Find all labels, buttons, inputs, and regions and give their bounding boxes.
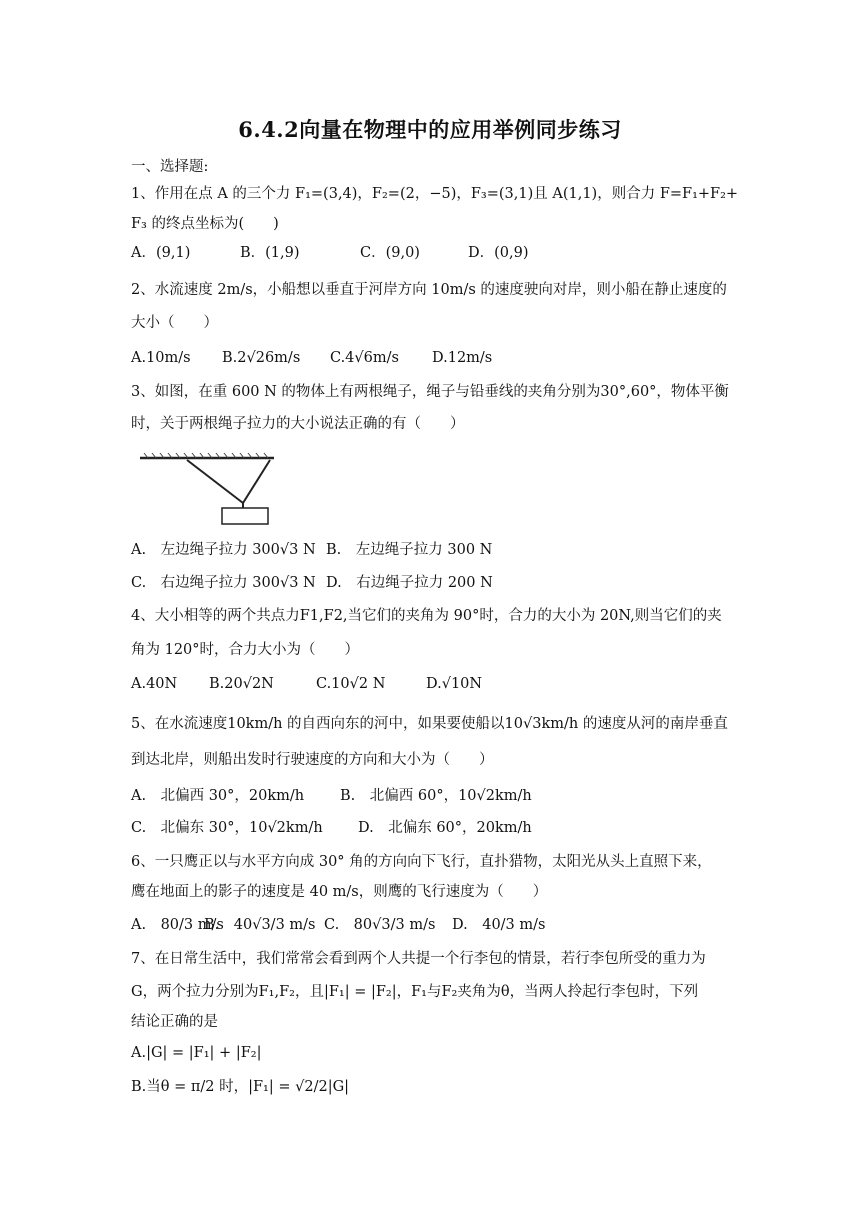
question-5-option-a: A. 北偏西 30°，20km/h <box>131 788 305 804</box>
question-5-option-d: D. 北偏东 60°，20km/h <box>358 820 532 836</box>
question-4-option-d: D.√10N <box>426 676 483 692</box>
question-1-option-b: B．(1,9) <box>240 245 300 261</box>
question-1-option-c: C．(9,0) <box>360 245 420 261</box>
question-6-option-d: D. 40/3 m/s <box>452 917 546 933</box>
question-6-stem-line2: 鹰在地面上的影子的速度是 40 m/s，则鹰的飞行速度为（ ） <box>131 884 548 900</box>
question-4-option-c: C.10√2 N <box>316 676 386 692</box>
question-1-option-d: D．(0,9) <box>468 245 529 261</box>
question-1-option-a: A．(9,1) <box>131 245 191 261</box>
section-heading: 一、选择题: <box>131 159 209 175</box>
question-7-stem-line3: 结论正确的是 <box>131 1014 218 1030</box>
question-7-option-a: A.|G| = |F₁| + |F₂| <box>131 1045 262 1061</box>
question-7-stem-line2: G，两个拉力分别为F₁,F₂，且|F₁| = |F₂|，F₁与F₂夹角为θ，当两人拎起行李包时，下列 <box>131 984 699 1000</box>
question-2-stem-line1: 2、水流速度 2m/s，小船想以垂直于河岸方向 10m/s 的速度驶向对岸，则小船在静止速度的 <box>131 282 727 298</box>
question-6-option-a: A. 80/3 m/s <box>131 917 224 933</box>
question-6-option-c: C. 80√3/3 m/s <box>324 917 436 933</box>
question-7-option-b: B.当θ = π/2 时，|F₁| = √2/2|G| <box>131 1079 350 1095</box>
question-1-stem-line1: 1、作用在点 A 的三个力 F₁=(3,4)，F₂=(2，−5)，F₃=(3,1)且 A(1,1)，则合力 F=F₁+F₂+ <box>131 186 739 202</box>
question-3-option-c: C. 右边绳子拉力 300√3 N <box>131 575 316 591</box>
rope-weight-figure <box>140 448 274 528</box>
question-2-stem-line2: 大小（ ） <box>131 315 218 331</box>
question-2-option-b: B.2√26m/s <box>222 350 301 366</box>
question-3-option-a: A. 左边绳子拉力 300√3 N <box>131 542 316 558</box>
question-7-stem-line1: 7、在日常生活中，我们常常会看到两个人共提一个行李包的情景，若行李包所受的重力为 <box>131 951 706 967</box>
question-2-option-d: D.12m/s <box>432 350 493 366</box>
question-3-option-b: B. 左边绳子拉力 300 N <box>326 542 493 558</box>
question-3-stem-line1: 3、如图，在重 600 N 的物体上有两根绳子，绳子与铅垂线的夹角分别为30°,60°，物体平衡 <box>131 384 729 400</box>
question-4-stem-line1: 4、大小相等的两个共点力F1,F2,当它们的夹角为 90°时，合力的大小为 20N,则当它们的夹 <box>131 608 722 624</box>
question-4-option-b: B.20√2N <box>209 676 274 692</box>
question-5-stem-line2: 到达北岸，则船出发时行驶速度的方向和大小为（ ） <box>131 752 494 768</box>
question-4-stem-line2: 角为 120°时，合力大小为（ ） <box>131 642 360 658</box>
question-2-option-a: A.10m/s <box>131 350 191 366</box>
question-1-stem-line2: F₃ 的终点坐标为( ) <box>131 216 279 232</box>
question-6-stem-line1: 6、一只鹰正以与水平方向成 30° 角的方向向下飞行，直扑猎物，太阳光从头上直照下来， <box>131 854 712 870</box>
question-5-option-c: C. 北偏东 30°，10√2km/h <box>131 820 323 836</box>
question-3-option-d: D. 右边绳子拉力 200 N <box>326 575 493 591</box>
question-6-option-b: B. 40√3/3 m/s <box>204 917 316 933</box>
question-4-option-a: A.40N <box>131 676 178 692</box>
weight-box <box>222 508 268 524</box>
question-5-stem-line1: 5、在水流速度10km/h 的自西向东的河中，如果要使船以10√3km/h 的速度从河的南岸垂直 <box>131 716 728 732</box>
page-title: 6.4.2向量在物理中的应用举例同步练习 <box>238 117 622 142</box>
right-rope <box>243 460 270 503</box>
question-2-option-c: C.4√6m/s <box>330 350 399 366</box>
left-rope <box>187 460 243 503</box>
question-3-stem-line2: 时，关于两根绳子拉力的大小说法正确的有（ ） <box>131 416 465 432</box>
question-5-option-b: B. 北偏西 60°，10√2km/h <box>340 788 532 804</box>
